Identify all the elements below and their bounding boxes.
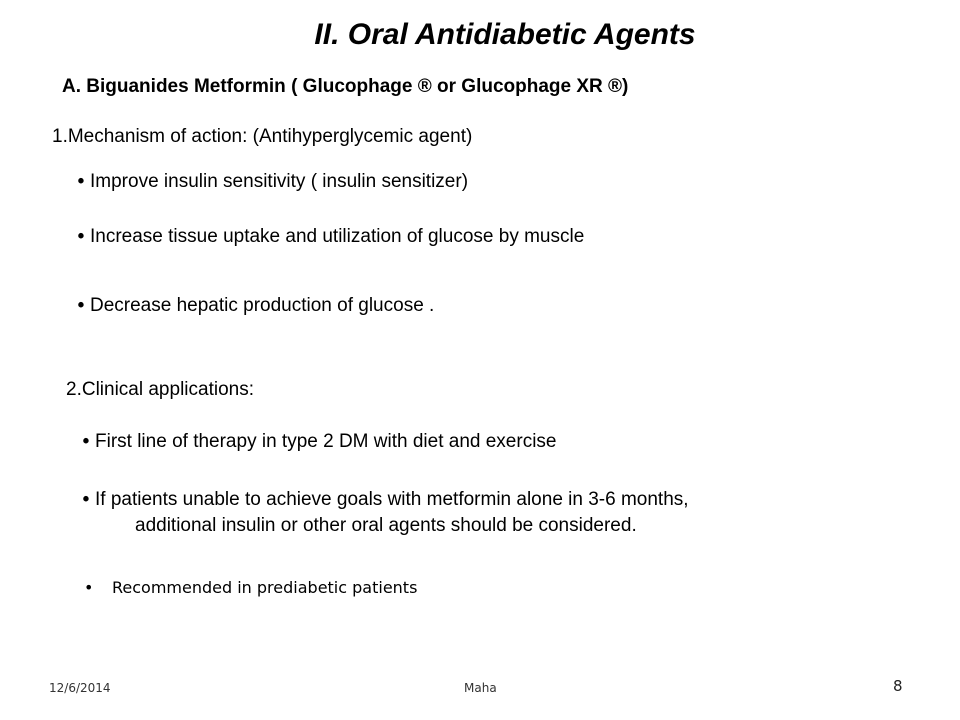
bullet-icon: • xyxy=(77,226,85,247)
bullet-text: Recommended in prediabetic patients xyxy=(112,578,418,597)
bullet-icon: • xyxy=(82,431,90,452)
section-heading-mechanism: 1.Mechanism of action: (Antihyperglycemic agent) xyxy=(52,126,473,147)
bullet-icon: • xyxy=(77,295,85,316)
bullet-item xyxy=(75,295,434,317)
bullet-text: First line of therapy in type 2 DM with diet and exercise xyxy=(95,431,557,452)
bullet-text: Improve insulin sensitivity ( insulin sensitizer) xyxy=(90,171,469,192)
footer-date: 12/6/2014 xyxy=(49,681,111,695)
page-number: 8 xyxy=(893,677,903,695)
bullet-text-line1: If patients unable to achieve goals with metformin alone in 3-6 months, xyxy=(95,489,689,510)
bullet-item xyxy=(84,578,417,597)
section-heading-clinical: 2.Clinical applications: xyxy=(66,379,254,400)
slide-subtitle: A. Biguanides Metformin ( Glucophage ® or Glucophage XR ®) xyxy=(62,76,629,97)
slide-title: II. Oral Antidiabetic Agents xyxy=(314,18,696,51)
bullet-text: Decrease hepatic production of glucose . xyxy=(90,295,435,316)
bullet-text-line2: additional insulin or other oral agents should be considered. xyxy=(135,515,637,536)
bullet-item xyxy=(80,487,860,539)
bullet-item xyxy=(80,431,556,453)
bullet-item xyxy=(75,171,468,193)
bullet-item xyxy=(75,226,584,248)
footer-author: Maha xyxy=(464,681,497,695)
bullet-text: Increase tissue uptake and utilization of glucose by muscle xyxy=(90,226,585,247)
bullet-icon: • xyxy=(82,489,90,510)
bullet-text xyxy=(95,487,689,539)
bullet-icon: • xyxy=(84,578,94,597)
bullet-icon: • xyxy=(77,171,85,192)
